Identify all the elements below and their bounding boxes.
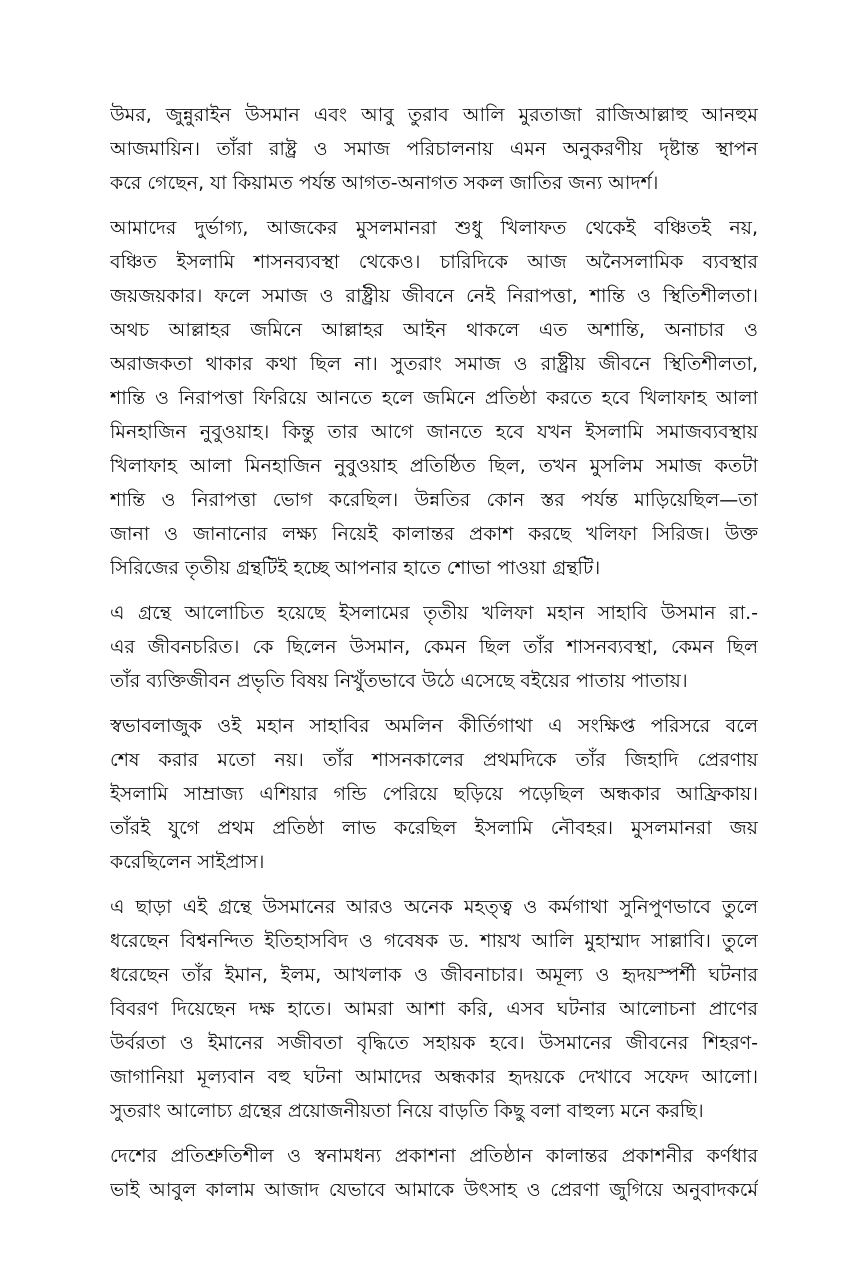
text-line: তাঁর ব্যক্তিজীবন প্রভৃতি বিষয় নিখুঁতভাবে উঠে এসেছে বইয়ের পাতায় পাতায়।: [110, 670, 688, 692]
text-line: খিলাফাহ আলা মিনহাজিন নুবুওয়াহ প্রতিষ্ঠিত ছিল, তখন মুসলিম সমাজ কতটা: [110, 455, 758, 477]
text-line: অথচ আল্লাহর জমিনে আল্লাহর আইন থাকলে এত অশান্তি, অনাচার ও: [110, 319, 758, 341]
text-line: ইসলামি সাম্রাজ্য এশিয়ার গন্ডি পেরিয়ে ছড়িয়ে পড়েছিল অন্ধকার আফ্রিকায়।: [110, 783, 758, 805]
text-line: দেশের প্রতিশ্রুতিশীল ও স্বনামধন্য প্রকাশনা প্রতিষ্ঠান কালান্তর প্রকাশনীর কর্ণধার: [110, 1145, 758, 1167]
paragraph: [110, 596, 758, 698]
text-line: এ গ্রন্থে আলোচিত হয়েছে ইসলামের তৃতীয় খলিফা মহান সাহাবি উসমান রা.-: [110, 602, 758, 624]
text-line: করে গেছেন, যা কিয়ামত পর্যন্ত আগত-অনাগত সকল জাতির জন্য আদর্শ।: [110, 172, 659, 194]
text-line: উর্বরতা ও ইমানের সজীবতা বৃদ্ধিতে সহায়ক হবে। উসমানের জীবনের শিহরণ-: [110, 1032, 758, 1054]
paragraph: [110, 709, 758, 879]
text-line: সিরিজের তৃতীয় গ্রন্থটিই হচ্ছে আপনার হাতে শোভা পাওয়া গ্রন্থটি।: [110, 557, 601, 579]
text-line: তাঁরই যুগে প্রথম প্রতিষ্ঠা লাভ করেছিল ইসলামি নৌবহর। মুসলমানরা জয়: [110, 817, 758, 839]
text-line: ধরেছেন তাঁর ইমান, ইলম, আখলাক ও জীবনাচার। অমূল্য ও হৃদয়স্পর্শী ঘটনার: [110, 964, 758, 986]
text-line: শান্তি ও নিরাপত্তা ফিরিয়ে আনতে হলে জমিনে প্রতিষ্ঠা করতে হবে খিলাফাহ আলা: [110, 387, 758, 409]
text-line: শেষ করার মতো নয়। তাঁর শাসনকালের প্রথমদিকে তাঁর জিহাদি প্রেরণায়: [110, 749, 758, 771]
text-line: এর জীবনচরিত। কে ছিলেন উসমান, কেমন ছিল তাঁর শাসনব্যবস্থা, কেমন ছিল: [110, 636, 758, 658]
paragraph: [110, 890, 758, 1128]
text-line: জানা ও জানানোর লক্ষ্য নিয়েই কালান্তর প্রকাশ করছে খলিফা সিরিজ। উক্ত: [110, 523, 758, 545]
text-line: আজমায়িন। তাঁরা রাষ্ট্র ও সমাজ পরিচালনায় এমন অনুকরণীয় দৃষ্টান্ত স্থাপন: [110, 138, 758, 160]
text-line: এ ছাড়া এই গ্রন্থে উসমানের আরও অনেক মহত্ত্ব ও কর্মগাথা সুনিপুণভাবে তুলে: [110, 896, 758, 918]
text-line: মিনহাজিন নুবুওয়াহ। কিন্তু তার আগে জানতে হবে যখন ইসলামি সমাজব্যবস্থায়: [110, 421, 758, 443]
paragraph: [110, 211, 758, 585]
text-line: শান্তি ও নিরাপত্তা ভোগ করেছিল। উন্নতির কোন স্তর পর্যন্ত মাড়িয়েছিল—তা: [110, 489, 758, 511]
text-line: জাগানিয়া মূল্যবান বহু ঘটনা আমাদের অন্ধকার হৃদয়কে দেখাবে সফেদ আলো।: [110, 1066, 758, 1088]
text-line: সুতরাং আলোচ্য গ্রন্থের প্রয়োজনীয়তা নিয়ে বাড়তি কিছু বলা বাহুল্য মনে করছি।: [110, 1100, 704, 1122]
text-line: ধরেছেন বিশ্বনন্দিত ইতিহাসবিদ ও গবেষক ড. শায়খ আলি মুহাম্মাদ সাল্লাবি। তুলে: [110, 930, 758, 952]
text-line: অরাজকতা থাকার কথা ছিল না। সুতরাং সমাজ ও রাষ্ট্রীয় জীবনে স্থিতিশীলতা,: [110, 353, 758, 375]
text-line: আমাদের দুর্ভাগ্য, আজকের মুসলমানরা শুধু খিলাফত থেকেই বঞ্চিতই নয়,: [110, 217, 758, 239]
text-line: জয়জয়কার। ফলে সমাজ ও রাষ্ট্রীয় জীবনে নেই নিরাপত্তা, শান্তি ও স্থিতিশীলতা।: [110, 285, 758, 307]
paragraph: [110, 1139, 758, 1207]
paragraph: [110, 98, 758, 200]
page-text-block: [110, 98, 758, 1218]
text-line: উমর, জুন্নুরাইন উসমান এবং আবু তুরাব আলি মুরতাজা রাজিআল্লাহু আনহুম: [110, 104, 758, 126]
text-line: স্বভাবলাজুক ওই মহান সাহাবির অমলিন কীর্তিগাথা এ সংক্ষিপ্ত পরিসরে বলে: [110, 715, 758, 737]
text-line: বঞ্চিত ইসলামি শাসনব্যবস্থা থেকেও। চারিদিকে আজ অনৈসলামিক ব্যবস্থার: [110, 251, 758, 273]
text-line: ভাই আবুল কালাম আজাদ যেভাবে আমাকে উৎসাহ ও প্রেরণা জুগিয়ে অনুবাদকর্মে: [110, 1179, 758, 1201]
text-line: বিবরণ দিয়েছেন দক্ষ হাতে। আমরা আশা করি, এসব ঘটনার আলোচনা প্রাণের: [110, 998, 758, 1020]
text-line: করেছিলেন সাইপ্রাস।: [110, 851, 265, 873]
